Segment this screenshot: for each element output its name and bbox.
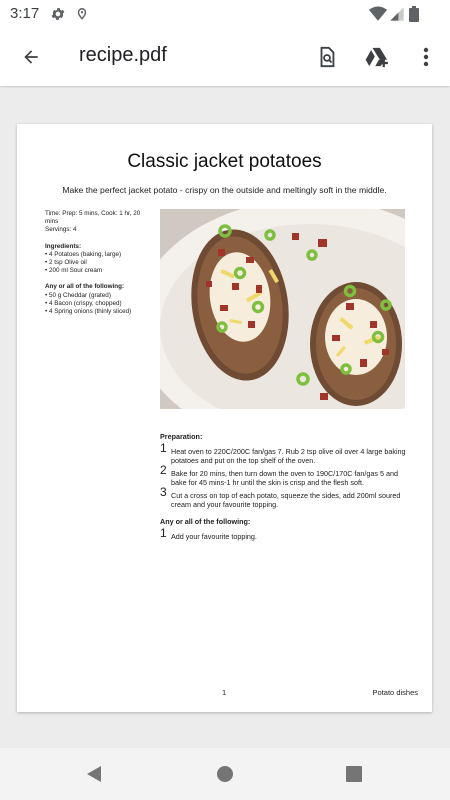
page-footer: Potato dishes xyxy=(372,688,418,697)
location-icon xyxy=(75,6,89,27)
gear-icon xyxy=(50,6,66,27)
document-title: Classic jacket potatoes xyxy=(127,151,322,172)
step-number: 1 xyxy=(160,526,167,540)
document-subtitle: Make the perfect jacket potato - crispy on the outside and meltingly soft in the middle. xyxy=(62,185,387,195)
optional-heading: Any or all of the following: xyxy=(45,283,125,291)
signal-icon xyxy=(389,6,405,27)
navigation-bar xyxy=(0,748,450,800)
more-vert-icon[interactable] xyxy=(409,40,443,74)
battery-icon xyxy=(409,6,419,27)
optional-item: • 50 g Cheddar (grated) xyxy=(45,291,111,299)
optional-item: • 4 Spring onions (thinly sliced) xyxy=(45,308,132,316)
recents-square-icon[interactable] xyxy=(346,766,362,787)
step-text: Add your favourite topping. xyxy=(171,532,257,541)
step-text: Heat oven to 220C/200C fan/gas 7. Rub 2 tsp olive oil over 4 large baking potatoes and put on the top shelf of the oven. xyxy=(171,447,406,465)
add-to-drive-icon[interactable] xyxy=(361,40,395,74)
step-3 xyxy=(160,485,410,509)
step-number: 3 xyxy=(160,485,167,499)
back-triangle-icon[interactable] xyxy=(86,765,102,788)
back-arrow-icon[interactable] xyxy=(14,40,48,74)
servings-info: Servings: 4 xyxy=(45,226,77,234)
ingredient-item: • 200 ml Sour cream xyxy=(45,267,103,275)
extra-step-1 xyxy=(160,526,410,541)
recipe-photo xyxy=(160,209,405,409)
step-2 xyxy=(160,463,410,487)
ingredient-item: • 2 tsp Olive oil xyxy=(45,259,87,267)
home-circle-icon[interactable] xyxy=(216,765,234,788)
recipe-info xyxy=(45,210,153,316)
step-text: Bake for 20 mins, then turn down the oven to 190C/170C fan/gas 5 and bake for 45 mins-1 hr until the skin is crisp and the flesh soft. xyxy=(171,469,398,487)
pdf-page[interactable] xyxy=(17,124,432,712)
preparation-heading: Preparation: xyxy=(160,432,203,441)
optional-item: • 4 Bacon (crispy, chopped) xyxy=(45,299,122,307)
find-in-page-icon[interactable] xyxy=(310,40,344,74)
step-number: 2 xyxy=(160,463,167,477)
app-bar xyxy=(0,28,450,86)
step-text: Cut a cross on top of each potato, squeeze the sides, add 200ml soured cream and your favourite topping. xyxy=(171,491,401,509)
page-number: 1 xyxy=(222,688,227,697)
preparation-section xyxy=(160,430,410,545)
wifi-icon xyxy=(369,6,387,27)
step-1 xyxy=(160,441,410,465)
ingredients-heading: Ingredients: xyxy=(45,242,82,250)
time-info: Time: Prep: 5 mins, Cook: 1 hr, 20 mins xyxy=(45,210,141,226)
status-time: 3:17 xyxy=(10,5,40,22)
extra-heading: Any or all of the following: xyxy=(160,517,251,526)
step-number: 1 xyxy=(160,441,167,455)
status-bar xyxy=(0,0,450,28)
app-title: recipe.pdf xyxy=(79,44,167,66)
ingredient-item: • 4 Potatoes (baking, large) xyxy=(45,250,122,258)
